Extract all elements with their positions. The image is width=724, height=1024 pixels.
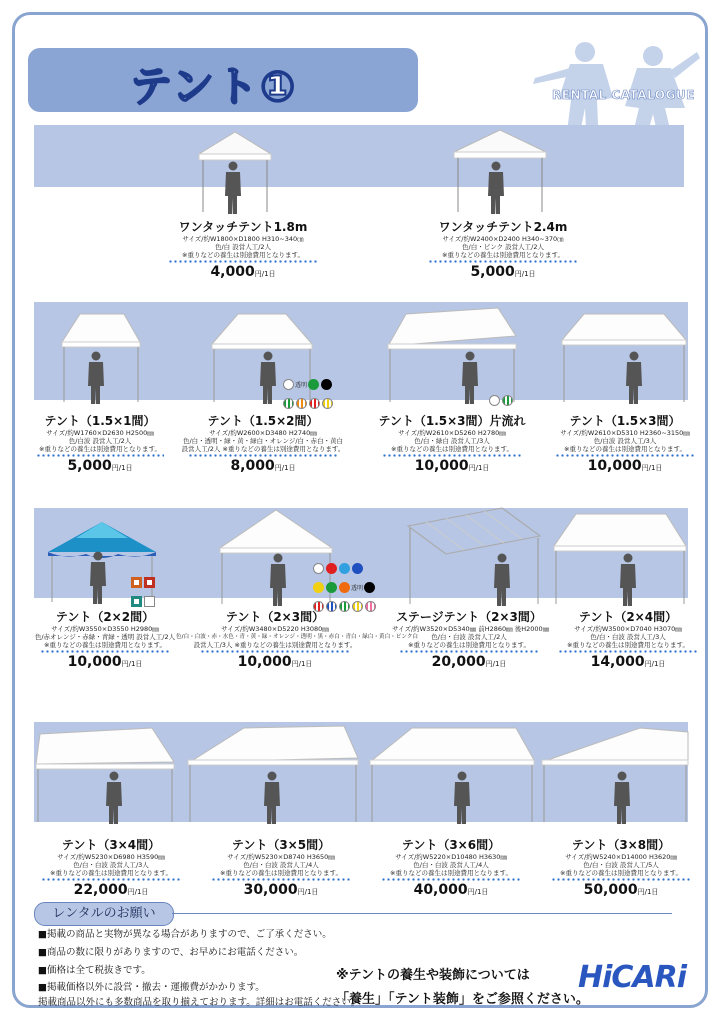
product-name: テント（1.5×2間） [207,414,319,428]
product-price [410,264,596,280]
product-size: サイズ/約W3520×D5340㎜ 前H2860㎜ 後H2000㎜ [392,625,550,633]
color-swatches [312,558,408,615]
price-unit: 円/1日 [127,888,149,896]
product-note: ※重りなどの養生は別途費用となります。 [408,641,530,649]
product-name: テント（3×6間） [401,838,501,852]
swatch-white [489,395,500,406]
product-item [392,608,550,670]
swatch-yellow [313,582,324,593]
product-note: 設営人工/3人 ※重りなどの養生は別途費用となります。 [193,641,357,649]
dotted-divider [211,878,351,881]
footer-note: 掲載商品以外にも多数商品を取り揃えております。詳細はお電話ください。 [38,997,361,1008]
dotted-divider [558,650,698,653]
swatch-orange-stripe [296,398,307,409]
product-color-staff: 色/白・白波 設営人工/4人 [243,861,319,869]
product-price [544,458,706,474]
product-color-staff: 色/白・透明・緑・黄・緑白・オレンジ/白・赤白・黄白 [182,437,344,445]
product-item [544,412,706,474]
reference-note-line2: 「養生」「テント装飾」をご参照ください。 [336,992,589,1007]
reference-note-line1: ※テントの養生や装飾については [336,968,530,983]
product-name: ステージテント（2×3間） [396,610,542,624]
product-name: テント（1.5×3間） [569,414,681,428]
product-color-staff: 色/白波 設営人工/2人 [68,437,132,445]
price-unit: 円/1日 [274,464,296,472]
product-price [546,882,696,898]
price-unit: 円/1日 [297,888,319,896]
swatch-black [364,582,375,593]
price-value: 22,000 [73,882,128,898]
tent-image [58,308,142,404]
product-size: サイズ/約W3500×D7040 H3070㎜ [574,625,682,633]
color-swatches [488,390,528,409]
product-color-staff: 色/白・白波 設営人工/2人 [431,633,507,641]
product-size: サイズ/約W2610×D5310 H2360~3150㎜ [560,429,690,437]
product-item [552,608,704,670]
swatch-blue-green [131,596,142,607]
dotted-divider [188,454,338,457]
notice-heading: レンタルのお願い [34,902,174,926]
dotted-divider [381,878,521,881]
product-price [150,264,336,280]
product-price [36,882,186,898]
product-size: サイズ/約W1760×D2630 H2500㎜ [46,429,154,437]
product-price [176,654,374,670]
price-value: 10,000 [67,654,122,670]
notice-item: ■掲載の商品と実物が異なる場合がありますので、ご了承ください。 [38,929,332,940]
product-item [30,608,180,670]
color-swatches [130,572,166,610]
tent-image [406,506,542,606]
row-band-1 [34,125,684,187]
price-unit: 円/1日 [644,660,666,668]
product-name: テント（1.5×3間）片流れ [378,414,526,428]
product-item [36,836,186,898]
tent-image [552,510,688,606]
price-unit: 円/1日 [467,888,489,896]
swatch-white [283,379,294,390]
price-value: 20,000 [431,654,486,670]
product-note: ※重りなどの養生は別途費用となります。 [390,869,512,877]
swatch-blue [352,563,363,574]
product-note: 設営人工/2人 ※重りなどの養生は別途費用となります。 [181,445,345,453]
dotted-divider [36,454,164,457]
product-note: ※重りなどの養生は別途費用となります。 [560,869,682,877]
dotted-divider [399,650,539,653]
price-value: 10,000 [587,458,642,474]
price-value: 30,000 [243,882,298,898]
tent-image [184,722,360,824]
product-size: サイズ/約W2400×D2400 H340~370㎝ [442,235,564,243]
price-value: 4,000 [210,264,255,280]
product-color-staff: 色/白 設営人工/2人 [214,243,272,251]
swatch-red-orange [131,577,142,588]
dotted-divider [428,260,578,263]
product-name: ワンタッチテント1.8m [178,220,308,234]
product-color-staff: 色/白・白波 設営人工/4人 [413,861,489,869]
swatch-transparent-label: 透明 [295,382,308,389]
price-value: 40,000 [413,882,468,898]
product-item [30,412,170,474]
price-unit: 円/1日 [468,464,490,472]
product-color-staff: 色/白・白波・赤・水色・青・黄・緑・オレンジ・透明・黒・赤白・青白・緑白・黄白・ピンク白 [176,634,419,640]
color-swatches [282,374,352,412]
dotted-divider [555,454,695,457]
price-value: 50,000 [583,882,638,898]
swatch-transparent-label: 透明 [351,585,364,592]
product-price [392,654,546,670]
product-price [376,882,526,898]
price-value: 10,000 [414,458,469,474]
product-color-staff: 色/赤オレンジ・赤緑・青緑・透明 設営人工/2人 [34,633,176,641]
product-item [546,836,696,898]
product-name: テント（2×3間） [225,610,325,624]
product-size: サイズ/約W1800×D1800 H310~340㎝ [182,235,304,243]
swatch-green-stripe [283,398,294,409]
product-price [372,458,532,474]
swatch-red-green [144,577,155,588]
price-value: 10,000 [237,654,292,670]
dotted-divider [200,650,350,653]
product-name: ワンタッチテント2.4m [438,220,568,234]
product-size: サイズ/約W3550×D3550 H2980㎜ [51,625,159,633]
price-unit: 円/1日 [111,464,133,472]
product-item [376,836,526,898]
product-color-staff: 色/白・白波 設営人工/3人 [73,861,149,869]
product-name: テント（2×2間） [55,610,155,624]
product-note: ※重りなどの養生は別途費用となります。 [220,869,342,877]
swatch-orange [339,582,350,593]
product-note: ※重りなどの養生は別途費用となります。 [44,641,166,649]
product-note: ※重りなどの養生は別途費用となります。 [182,251,304,259]
product-name: テント（3×5間） [231,838,331,852]
price-unit: 円/1日 [291,660,313,668]
product-price [176,458,350,474]
product-item [176,412,350,474]
swatch-green [308,379,319,390]
product-price [552,654,704,670]
product-price [30,458,170,474]
page-title: テント① [130,62,298,111]
product-note: ※重りなどの養生は別途費用となります。 [442,251,564,259]
product-size: サイズ/約W2610×D5260 H2780㎜ [398,429,506,437]
notice-item: ■商品の数に限りがありますので、お早めにお電話ください。 [38,947,304,958]
price-value: 14,000 [590,654,645,670]
product-note: ※重りなどの養生は別途費用となります。 [564,445,686,453]
hicari-logo: HiCARi [578,960,687,995]
product-item [150,218,336,280]
product-size: サイズ/約W3480×D5220 H3080㎜ [221,625,329,633]
product-size: サイズ/約W5220×D10480 H3630㎜ [395,853,507,861]
price-unit: 円/1日 [485,660,507,668]
product-size: サイズ/約W5240×D14000 H3620㎜ [565,853,677,861]
product-name: テント（1.5×1間） [44,414,156,428]
swatch-transparent [144,596,155,607]
price-value: 8,000 [230,458,275,474]
swatch-black [321,379,332,390]
price-unit: 円/1日 [254,270,276,278]
price-unit: 円/1日 [637,888,659,896]
product-item [176,608,419,670]
notice-item: ■掲載価格以外に設営・撤去・運搬費がかかります。 [38,982,265,993]
product-note: ※重りなどの養生は別途費用となります。 [50,869,172,877]
dotted-divider [41,878,181,881]
product-color-staff: 色/白・ピンク 設営人工/2人 [462,243,544,251]
dotted-divider [168,260,318,263]
product-size: サイズ/約W5230×D6980 H3590㎜ [57,853,165,861]
tent-image [195,128,275,214]
dotted-divider [382,454,522,457]
product-name: テント（3×8間） [571,838,671,852]
product-note: ※重りなどの養生は別途費用となります。 [391,445,513,453]
swatch-yellow-stripe [322,398,333,409]
price-unit: 円/1日 [641,464,663,472]
price-unit: 円/1日 [514,270,536,278]
swatch-red-stripe [309,398,320,409]
swatch-green-stripe [502,395,513,406]
product-color-staff: 色/白・白波 設営人工/5人 [583,861,659,869]
product-item [372,412,532,474]
dotted-divider [551,878,691,881]
notice-divider [172,913,672,914]
product-note: ※重りなどの養生は別途費用となります。 [39,445,161,453]
swatch-white [313,563,324,574]
tent-image [34,724,176,824]
swatch-red [326,563,337,574]
product-price [206,882,356,898]
notice-item: ■価格は全て税抜きです。 [38,965,151,976]
product-color-staff: 色/白・緑白 設営人工/3人 [414,437,490,445]
product-name: テント（3×4間） [61,838,161,852]
product-name: テント（2×4間） [578,610,678,624]
swatch-light-blue [339,563,350,574]
swatch-green [326,582,337,593]
product-item [206,836,356,898]
tent-image [540,722,690,824]
product-price [30,654,180,670]
product-item [410,218,596,280]
tent-image [560,308,688,404]
price-value: 5,000 [67,458,112,474]
product-note: ※重りなどの養生は別途費用となります。 [567,641,689,649]
price-unit: 円/1日 [121,660,143,668]
tent-image [452,128,548,214]
product-color-staff: 色/白波 設営人工/3人 [593,437,657,445]
price-value: 5,000 [470,264,515,280]
rental-catalogue-label: RENTAL CATALOGUE [552,88,695,102]
tent-image [366,722,536,824]
dotted-divider [40,650,170,653]
product-color-staff: 色/白・白波 設営人工/3人 [590,633,666,641]
product-size: サイズ/約W2600×D3480 H2740㎜ [209,429,317,437]
product-size: サイズ/約W5230×D8740 H3650㎜ [227,853,335,861]
